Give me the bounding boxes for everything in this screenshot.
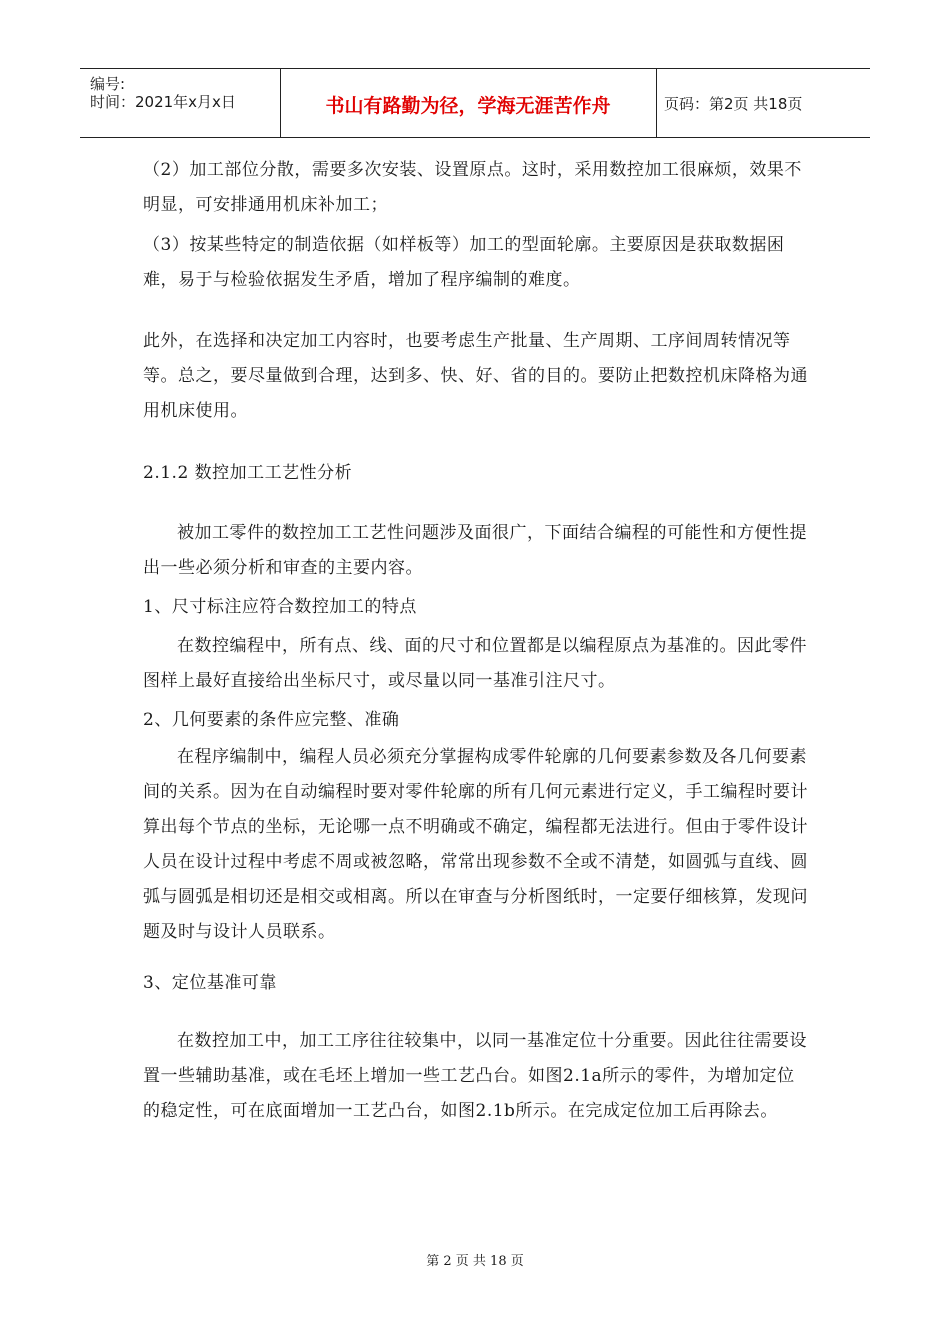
header-motto: 书山有路勤为径，学海无涯苦作舟: [325, 95, 611, 117]
header-page-info: 页码：第2页 共18页: [664, 95, 803, 113]
paragraph: （2）加工部位分散，需要多次安装、设置原点。这时，采用数控加工很麻烦，效果不明显，可安排通用机床补加工；: [143, 160, 802, 215]
list-heading: 1、尺寸标注应符合数控加工的特点: [143, 597, 417, 617]
section-heading: 2.1.2 数控加工工艺性分析: [143, 463, 353, 483]
paragraph: 在数控加工中，加工工序往往较集中，以同一基准定位十分重要。因此往往需要设置一些辅助基准，或在毛坯上增加一些工艺凸台。如图2.1a所示的零件，为增加定位的稳定性，可在底面增加一工艺凸台，如图2.1b所示。在完成定位加工后再除去。: [143, 1031, 807, 1121]
paragraph: （3）按某些特定的制造依据（如样板等）加工的型面轮廓。主要原因是获取数据困难，易于与检验依据发生矛盾，增加了程序编制的难度。: [143, 235, 785, 290]
page-header: [80, 68, 870, 138]
page-footer: 第 2 页 共 18 页: [426, 1254, 524, 1269]
header-divider: [656, 69, 657, 137]
paragraph: 被加工零件的数控加工工艺性问题涉及面很广，下面结合编程的可能性和方便性提出一些必须分析和审查的主要内容。: [143, 523, 807, 578]
paragraph: 在数控编程中，所有点、线、面的尺寸和位置都是以编程原点为基准的。因此零件图样上最好直接给出坐标尺寸，或尽量以同一基准引注尺寸。: [143, 636, 807, 691]
paragraph: 此外，在选择和决定加工内容时，也要考虑生产批量、生产周期、工序间周转情况等等。总之，要尽量做到合理，达到多、快、好、省的目的。要防止把数控机床降格为通用机床使用。: [143, 331, 808, 421]
paragraph: 在程序编制中，编程人员必须充分掌握构成零件轮廓的几何要素参数及各几何要素间的关系。因为在自动编程时要对零件轮廓的所有几何元素进行定义，手工编程时要计算出每个节点的坐标，无论哪一点不明确或不确定，编程都无法进行。但由于零件设计人员在设计过程中考虑不周或被忽略，常常出现参数不全或不清楚，如圆弧与直线、圆弧与圆弧是相切还是相交或相离。所以在审查与分析图纸时，一定要仔细核算，发现问题及时与设计人员联系。: [143, 747, 808, 942]
header-number: 编号:: [90, 75, 126, 93]
header-time: 时间：2021年x月x日: [90, 93, 236, 111]
list-heading: 2、几何要素的条件应完整、准确: [143, 710, 400, 730]
list-heading: 3、定位基准可靠: [143, 973, 277, 993]
